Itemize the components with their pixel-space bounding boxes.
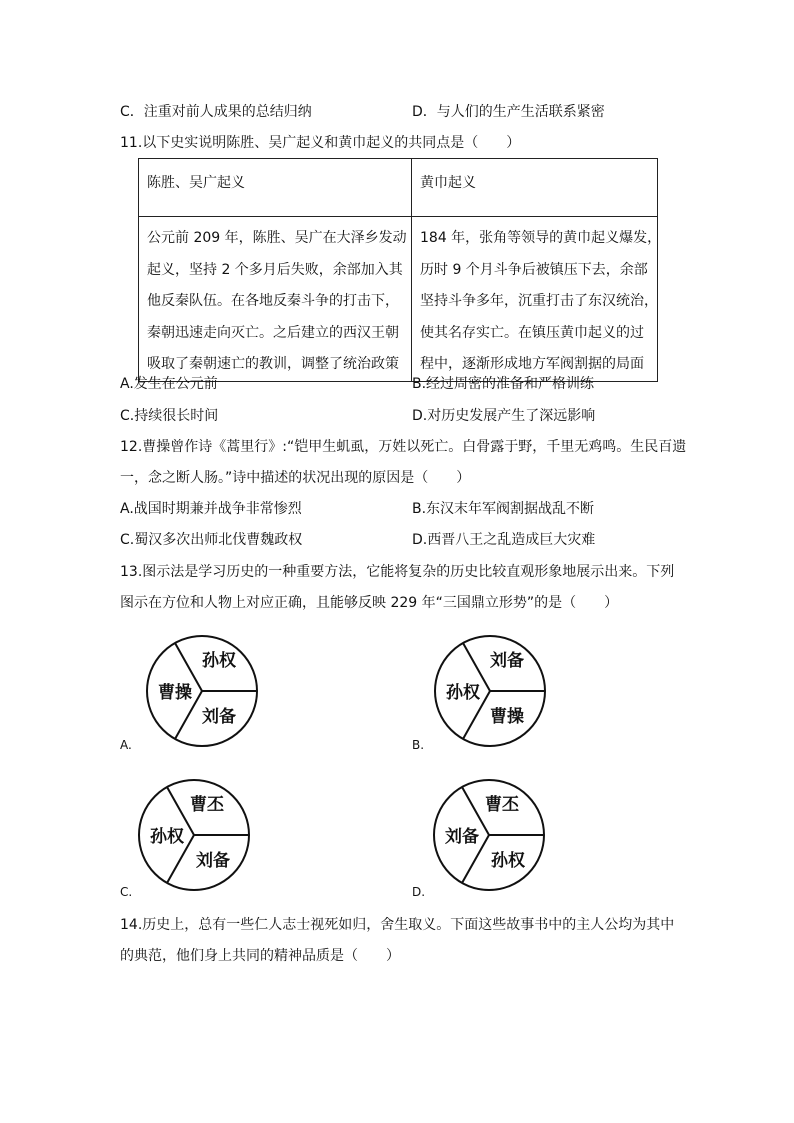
q11-option-d: D.对历史发展产生了深远影响	[412, 408, 596, 424]
table-line: 184 年，张角等领导的黄巾起义爆发，	[420, 230, 662, 246]
table-header-chen-wu: 陈胜、吴广起义	[139, 159, 412, 217]
table-line: 程中，逐渐形成地方军阀割据的局面	[420, 356, 644, 372]
q12-stem-line1: 12.曹操曾作诗《蒿里行》:“铠甲生虮虱，万姓以死亡。白骨露于野，千里无鸡鸣。生民百遗	[120, 439, 687, 455]
q14-stem-line1: 14.历史上，总有一些仁人志士视死如归，舍生取义。下面这些故事书中的主人公均为其中	[120, 917, 675, 933]
table-cell-chen-wu	[139, 217, 412, 382]
diagram-a-top-name: 孙权	[202, 651, 236, 671]
q14-stem-line2: 的典范，他们身上共同的精神品质是（ ）	[120, 948, 400, 964]
q11-stem: 11.以下史实说明陈胜、吴广起义和黄巾起义的共同点是（ ）	[120, 135, 521, 151]
diagram-b-bottom-name: 曹操	[490, 707, 524, 727]
q12-option-b: B.东汉末年军阀割据战乱不断	[412, 501, 595, 517]
table-line: 历时 9 个月斗争后被镇压下去，余部	[420, 261, 648, 278]
q11-option-c: C.持续很长时间	[120, 408, 219, 424]
diagram-a	[145, 634, 259, 748]
diagram-c	[137, 778, 251, 892]
q13-stem-line1: 13.图示法是学习历史的一种重要方法，它能将复杂的历史比较直观形象地展示出来。下列	[120, 564, 675, 580]
q11-option-b: B.经过周密的准备和严格训练	[412, 376, 595, 392]
q10-option-c: C．注重对前人成果的总结归纳	[120, 104, 312, 120]
q12-option-d: D.西晋八王之乱造成巨大灾难	[412, 532, 596, 548]
diagram-b-top-name: 刘备	[490, 651, 524, 671]
q13-stem-line2: 图示在方位和人物上对应正确，且能够反映 229 年“三国鼎立形势”的是（ ）	[120, 595, 619, 611]
table-line: 秦朝迅速走向灭亡。之后建立的西汉王朝	[147, 324, 399, 341]
q10-option-d: D．与人们的生产生活联系紧密	[412, 104, 605, 120]
q12-option-c: C.蜀汉多次出师北伐曹魏政权	[120, 532, 303, 548]
diagram-d	[432, 778, 546, 892]
q12-stem-line2: 一，念之断人肠。”诗中描述的状况出现的原因是（ ）	[120, 470, 471, 486]
diagram-a-left-name: 曹操	[158, 683, 192, 703]
diagram-c-bottom-name: 刘备	[196, 851, 230, 871]
diagram-d-bottom-name: 孙权	[491, 851, 525, 871]
diagram-a-label: A.	[120, 738, 132, 752]
table-line: 起义，坚持 2 个多月后失败，余部加入其	[147, 261, 403, 278]
table-line: 公元前 209 年，陈胜、吴广在大泽乡发动	[147, 230, 407, 246]
diagram-d-left-name: 刘备	[445, 827, 479, 847]
q12-option-a: A.战国时期兼并战争非常惨烈	[120, 501, 302, 517]
q11-comparison-table	[138, 158, 662, 382]
diagram-c-label: C.	[120, 885, 133, 899]
table-header-yellow-turban: 黄巾起义	[412, 159, 658, 217]
diagram-a-bottom-name: 刘备	[202, 707, 236, 727]
table-line: 吸取了秦朝速亡的教训，调整了统治政策	[147, 356, 399, 372]
table-line: 他反秦队伍。在各地反秦斗争的打击下，	[147, 293, 399, 309]
diagram-d-label: D.	[412, 885, 426, 899]
table-line: 使其名存实亡。在镇压黄巾起义的过	[420, 324, 644, 341]
table-cell-yellow-turban	[412, 217, 662, 382]
diagram-d-top-name: 曹丕	[485, 795, 519, 815]
q11-option-a: A.发生在公元前	[120, 376, 218, 392]
diagram-b	[433, 634, 547, 748]
table-line: 坚持斗争多年，沉重打击了东汉统治，	[420, 293, 658, 309]
diagram-b-label: B.	[412, 738, 425, 752]
diagram-c-left-name: 孙权	[150, 827, 184, 847]
diagram-b-left-name: 孙权	[446, 683, 480, 703]
diagram-c-top-name: 曹丕	[190, 795, 224, 815]
